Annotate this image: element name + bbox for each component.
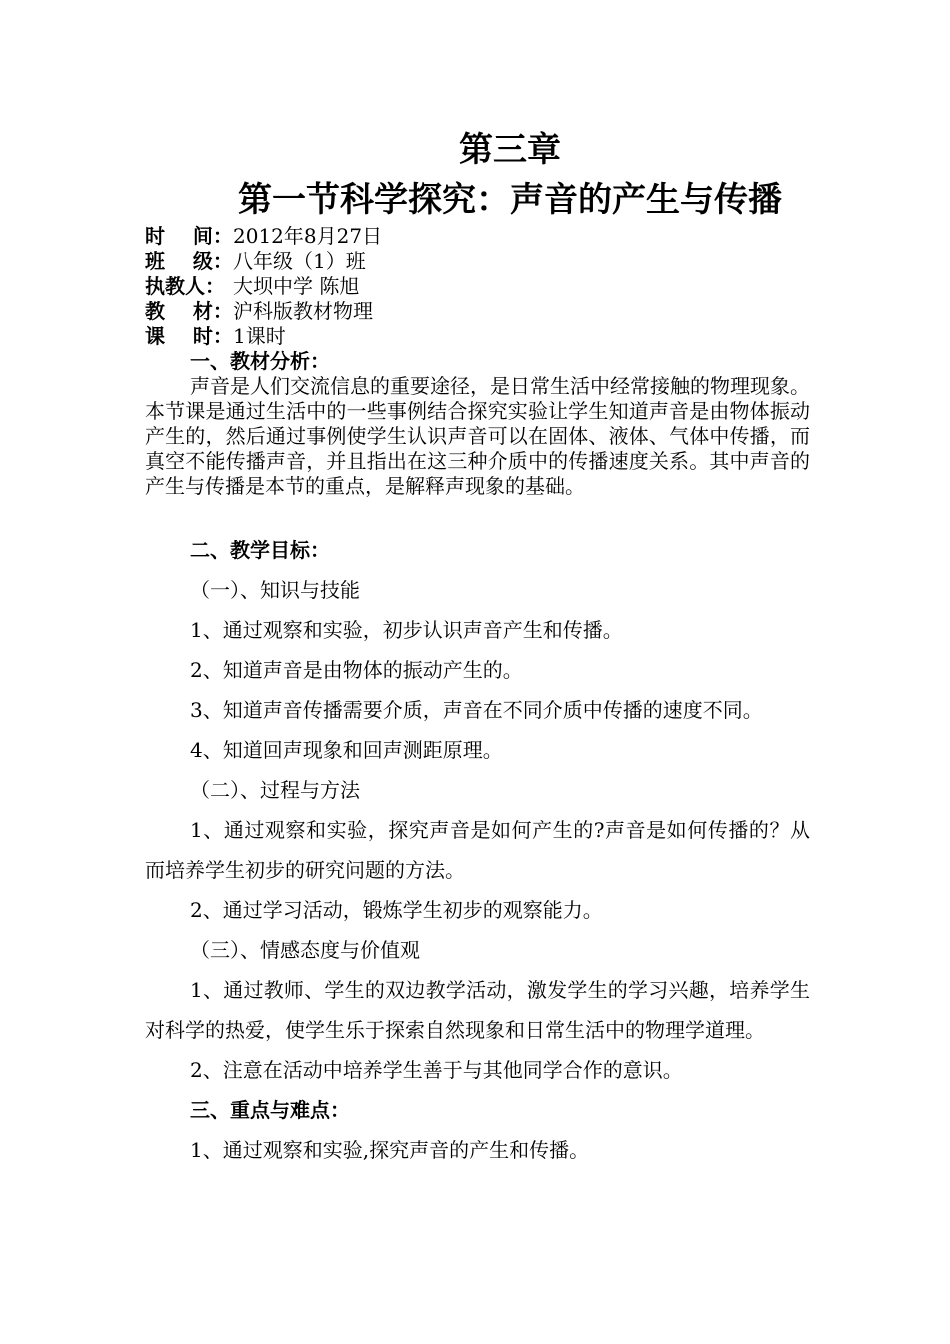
- meta-label: 执教人：: [145, 274, 225, 298]
- attitude-item: 1、通过教师、学生的双边教学活动，激发学生的学习兴趣，培养学生对科学的热爱，使学生乐于探索自然现象和日常生活中的物理学道理。: [145, 978, 810, 1042]
- goals-sub-attitude: （三）、情感态度与价值观: [190, 938, 420, 962]
- meta-row-textbook: [145, 299, 382, 324]
- goals-section: [145, 530, 810, 1170]
- knowledge-item: 3、知道声音传播需要介质，声音在不同介质中传播的速度不同。: [190, 698, 763, 722]
- meta-label: 班 级：: [145, 249, 233, 273]
- analysis-text: 声音是人们交流信息的重要途径，是日常生活中经常接触的物理现象。本节课是通过生活中的一些事例结合探究实验让学生知道声音是由物体振动产生的，然后通过事例使学生认识声音可以在固体、液体、气体中传播，而真空不能传播声音，并且指出在这三种介质中的传播速度关系。其中声音的产生与传播是本节的重点，是解释声现象的基础。: [145, 374, 810, 498]
- knowledge-item: 1、通过观察和实验，初步认识声音产生和传播。: [190, 618, 623, 642]
- attitude-item: 2、注意在活动中培养学生善于与其他同学合作的意识。: [190, 1058, 683, 1082]
- goals-sub-process: （二）、过程与方法: [190, 778, 360, 802]
- meta-row-time: [145, 224, 382, 249]
- key-point-item: 1、通过观察和实验,探究声音的产生和传播。: [190, 1138, 590, 1162]
- analysis-heading: 一、教材分析：: [190, 349, 330, 373]
- process-item: 2、通过学习活动，锻炼学生初步的观察能力。: [190, 898, 603, 922]
- analysis-section: [145, 349, 810, 499]
- process-item: 1、通过观察和实验，探究声音是如何产生的?声音是如何传播的？从而培养学生初步的研究问题的方法。: [145, 818, 810, 882]
- chapter-title: 第三章: [459, 130, 561, 170]
- meta-value: 沪科版教材物理: [233, 299, 373, 323]
- meta-label: 时 间：: [145, 224, 233, 248]
- key-points-heading: 三、重点与难点：: [190, 1098, 350, 1122]
- meta-value: 2012年8月27日: [233, 224, 383, 248]
- meta-value: 1课时: [233, 324, 286, 348]
- knowledge-item: 4、知道回声现象和回声测距原理。: [190, 738, 503, 762]
- knowledge-item: 2、知道声音是由物体的振动产生的。: [190, 658, 523, 682]
- meta-label: 课 时：: [145, 324, 233, 348]
- meta-value: 大坝中学 陈旭: [233, 274, 360, 298]
- meta-row-class: [145, 249, 382, 274]
- goals-sub-knowledge: （一）、知识与技能: [190, 578, 360, 602]
- meta-label: 教 材：: [145, 299, 233, 323]
- meta-value: 八年级（1）班: [233, 249, 366, 273]
- lesson-meta: [145, 224, 382, 349]
- meta-row-periods: [145, 324, 382, 349]
- meta-row-teacher: [145, 274, 382, 299]
- section-title: 第一节科学探究：声音的产生与传播: [238, 180, 782, 220]
- goals-heading: 二、教学目标：: [190, 538, 330, 562]
